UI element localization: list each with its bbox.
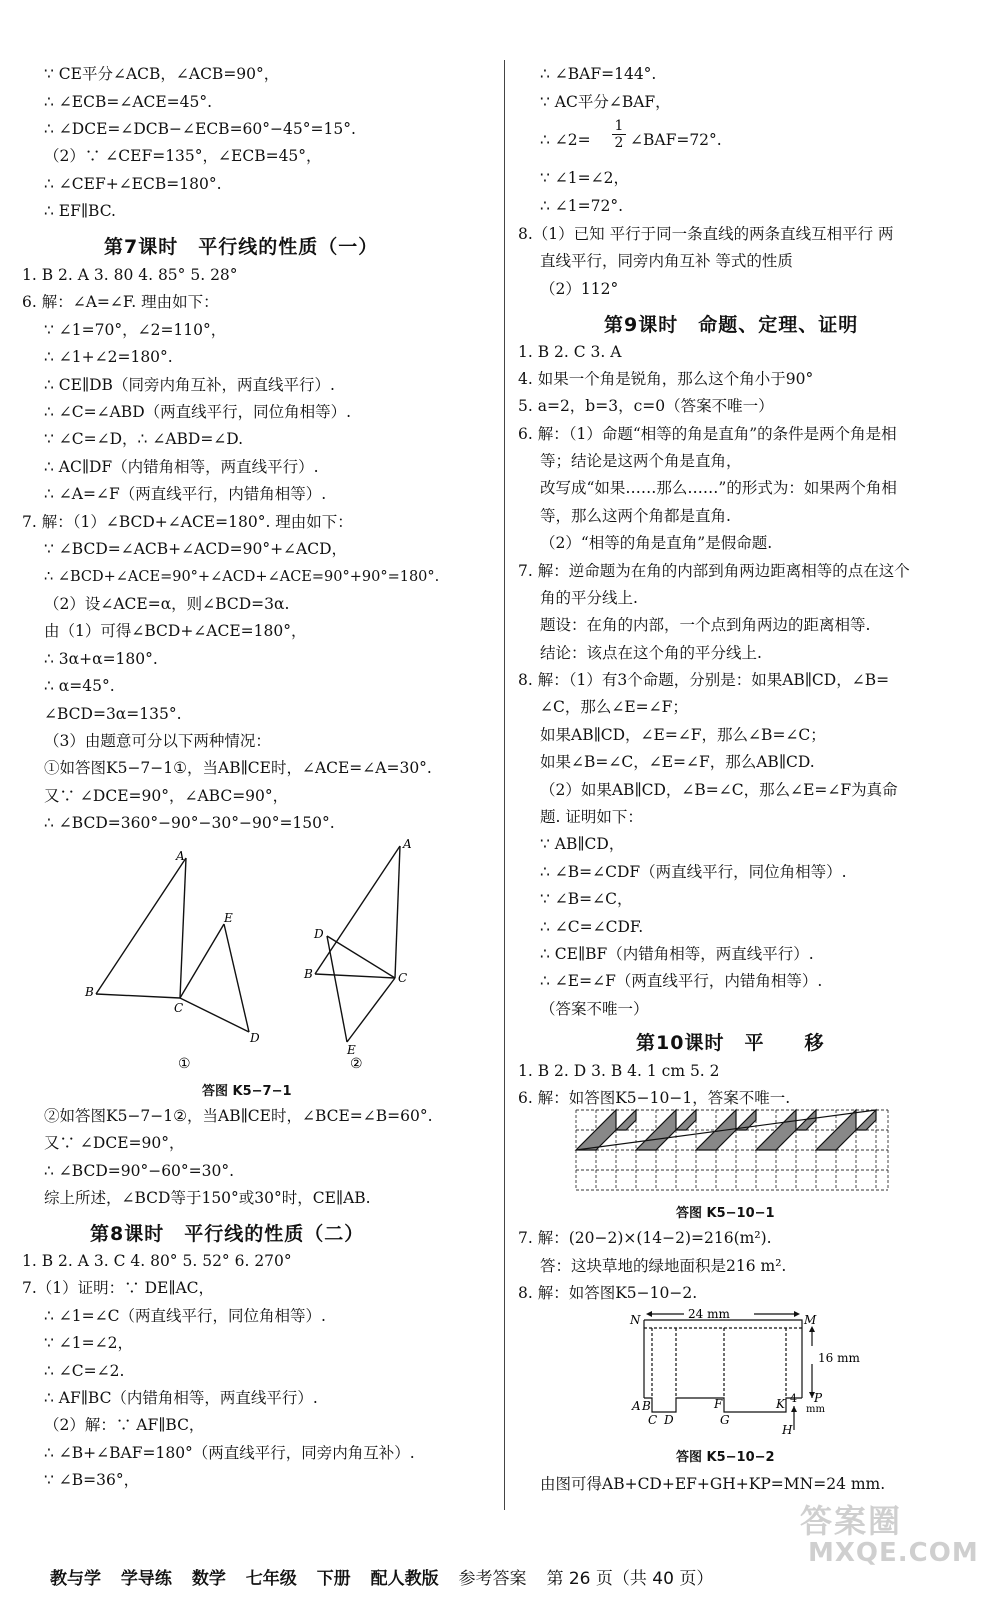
dim-small: 4 <box>790 1392 797 1405</box>
dim-small-unit: mm <box>806 1404 825 1415</box>
text-line: ∴ ∠BCD+∠ACE=90°+∠ACD+∠ACE=90°+90°=180°. <box>44 569 440 585</box>
label-C: C <box>174 1001 184 1015</box>
text-line: 又∵ ∠DCE=90°，∠ABC=90°， <box>44 787 289 805</box>
text-line: ∵ ∠B=36°， <box>44 1471 140 1489</box>
text-line: ∠C，那么∠E=∠F； <box>540 698 688 716</box>
text-line: 8. 解：（1）有3个命题，分别是：如果AB∥CD，∠B= <box>518 671 890 689</box>
text-line: （2）“相等的角是直角”是假命题. <box>540 534 773 552</box>
watermark: 答案圈 <box>800 1502 903 1540</box>
text-line: ∴ ∠B=∠CDF（两直线平行，同位角相等）. <box>540 863 847 881</box>
section-heading-9: 第9课时 命题、定理、证明 <box>604 314 859 336</box>
text-line: 1. B 2. D 3. B 4. 1 cm 5. 2 <box>518 1062 720 1080</box>
text-line: 7.（1）证明：∵ DE∥AC， <box>22 1279 215 1297</box>
sub-figure-1-label: ① <box>178 1056 191 1072</box>
column-divider <box>504 60 505 1510</box>
text-line: 7. 解：(20−2)×(14−2)=216(m²). <box>518 1229 772 1247</box>
section-heading-7: 第7课时 平行线的性质（一） <box>104 236 379 258</box>
text-line: ∴ ∠DCE=∠DCB−∠ECB=60°−45°=15°. <box>44 120 356 138</box>
label-G: G <box>720 1413 730 1427</box>
text-line: ∴ ∠ECB=∠ACE=45°. <box>44 93 213 111</box>
footer-item: 下册 <box>316 1569 351 1589</box>
text-line: 等；结论是这两个角是直角， <box>540 452 742 470</box>
label-A: A <box>403 838 412 851</box>
text-line: ∴ ∠BCD=360°−90°−30°−90°=150°. <box>44 814 335 832</box>
text-line: 等，那么这两个角都是直角. <box>540 507 731 525</box>
text-line: 直线平行，同旁内角互补 等式的性质 <box>540 252 793 270</box>
label-E: E <box>347 1043 356 1057</box>
footer-item: 教与学 <box>50 1569 101 1589</box>
text-line: 由（1）可得∠BCD+∠ACE=180°， <box>44 622 307 640</box>
text-line: 5. a=2，b=3，c=0（答案不唯一） <box>518 397 774 415</box>
text-line: ∴ ∠BCD=90°−60°=30°. <box>44 1162 235 1180</box>
label-N: N <box>630 1313 641 1327</box>
text-line: 角的平分线上. <box>540 589 638 607</box>
dim-height: 16 mm <box>818 1351 860 1365</box>
text-line: 8. 解：如答图K5−10−2. <box>518 1284 698 1302</box>
text-line: ∴ CE∥DB（同旁内角互补，两直线平行）. <box>44 376 335 394</box>
text-line: ∴ AC∥DF（内错角相等，两直线平行）. <box>44 458 319 476</box>
page-number: 第 26 页（共 40 页） <box>546 1569 714 1589</box>
figure-k5-10-1 <box>574 1108 892 1194</box>
text-line: ∴ ∠2= <box>540 131 591 149</box>
text-line: ∴ ∠CEF+∠ECB=180°. <box>44 175 222 193</box>
label-P: P <box>814 1391 823 1405</box>
text-line: 综上所述，∠BCD等于150°或30°时，CE∥AB. <box>44 1189 371 1207</box>
text-line: ∵ ∠1=70°，∠2=110°， <box>44 321 227 339</box>
figure-caption: 答图 K5−7−1 <box>202 1084 292 1099</box>
text-line: ∴ ∠1=∠C（两直线平行，同位角相等）. <box>44 1307 326 1325</box>
text-line: （3）由题意可分以下两种情况： <box>44 732 271 750</box>
text-line: 4. 如果一个角是锐角，那么这个角小于90° <box>518 370 814 388</box>
text-line: ∴ ∠BAF=144°. <box>540 65 657 83</box>
text-line: ∴ EF∥BC. <box>44 202 116 220</box>
figure-caption: 答图 K5−10−2 <box>676 1450 775 1465</box>
text-line: 题设：在角的内部，一个点到角两边的距离相等. <box>540 616 871 634</box>
text-line: 1. B 2. C 3. A <box>518 343 622 361</box>
text-line: ∴ ∠1+∠2=180°. <box>44 348 173 366</box>
label-D: D <box>250 1031 260 1045</box>
watermark: MXQE.COM <box>808 1538 979 1568</box>
text-line: ∴ ∠A=∠F（两直线平行，内错角相等）. <box>44 485 327 503</box>
footer-item: 学导练 <box>120 1569 172 1589</box>
text-line: ∵ ∠1=∠2， <box>540 169 629 187</box>
text-line: ∴ ∠C=∠2. <box>44 1362 125 1380</box>
text-line: ∵ ∠C=∠D，∴ ∠ABD=∠D. <box>44 430 244 448</box>
text-line: ∵ CE平分∠ACB，∠ACB=90°， <box>44 65 280 83</box>
text-line: （2）112° <box>540 280 619 298</box>
text-line: 1. B 2. A 3. C 4. 80° 5. 52° 6. 270° <box>22 1252 292 1270</box>
text-line: 答：这块草地的绿地面积是216 m². <box>540 1257 787 1275</box>
label-B: B <box>85 985 94 999</box>
section-heading-8: 第8课时 平行线的性质（二） <box>90 1223 365 1245</box>
label-A: A <box>632 1399 641 1413</box>
text-line: ∴ ∠B+∠BAF=180°（两直线平行，同旁内角互补）. <box>44 1444 415 1462</box>
label-H: H <box>782 1423 793 1436</box>
fraction-numerator: 1 <box>614 118 624 134</box>
footer-item: 数学 <box>191 1569 226 1589</box>
label-D: D <box>664 1413 674 1427</box>
label-C: C <box>648 1413 658 1427</box>
label-B: B <box>642 1399 651 1413</box>
text-line: ∴ CE∥BF（内错角相等，两直线平行）. <box>540 945 814 963</box>
text-line: ∠BAF=72°. <box>630 131 722 149</box>
label-M: M <box>804 1313 817 1327</box>
text-line: ∵ AB∥CD， <box>540 835 625 853</box>
dim-width: 24 mm <box>688 1307 730 1321</box>
text-line: ∴ ∠C=∠ABD（两直线平行，同位角相等）. <box>44 403 352 421</box>
label-E: E <box>224 911 233 925</box>
text-line: ∵ ∠BCD=∠ACB+∠ACD=90°+∠ACD， <box>44 540 348 558</box>
text-line: 结论：该点在这个角的平分线上. <box>540 644 762 662</box>
label-C: C <box>398 971 408 985</box>
text-line: 8.（1）已知 平行于同一条直线的两条直线互相平行 两 <box>518 225 894 243</box>
text-line: ∴ 3α+α=180°. <box>44 650 158 668</box>
text-line: 又∵ ∠DCE=90°， <box>44 1134 185 1152</box>
text-line: （2）设∠ACE=α，则∠BCD=3α. <box>44 595 290 613</box>
text-line: 如果∠B=∠C，∠E=∠F，那么AB∥CD. <box>540 753 815 771</box>
text-line: ①如答图K5−7−1①，当AB∥CE时，∠ACE=∠A=30°. <box>44 759 432 777</box>
figure-k5-7-1 <box>82 838 442 1083</box>
label-K: K <box>776 1397 785 1411</box>
text-line: ∠BCD=3α=135°. <box>44 705 182 723</box>
text-line: ∴ AF∥BC（内错角相等，两直线平行）. <box>44 1389 318 1407</box>
text-line: 6. 解：∠A=∠F. 理由如下： <box>22 293 219 311</box>
figure-caption: 答图 K5−10−1 <box>676 1206 775 1221</box>
text-line: 7. 解：（1）∠BCD+∠ACE=180°. 理由如下： <box>22 513 353 531</box>
text-line: （2）解：∵ AF∥BC， <box>44 1416 205 1434</box>
text-line: 如果AB∥CD，∠E=∠F，那么∠B=∠C； <box>540 726 826 744</box>
text-line: ∴ α=45°. <box>44 677 115 695</box>
text-line: ∴ ∠1=72°. <box>540 197 624 215</box>
text-line: ②如答图K5−7−1②，当AB∥CE时，∠BCE=∠B=60°. <box>44 1107 433 1125</box>
text-line: 由图可得AB+CD+EF+GH+KP=MN=24 mm. <box>540 1475 886 1493</box>
text-line: ∵ ∠1=∠2， <box>44 1334 133 1352</box>
sub-figure-2-label: ② <box>350 1056 363 1072</box>
footer-item: 七年级 <box>245 1569 297 1589</box>
label-B: B <box>304 967 313 981</box>
text-line: （2）如果AB∥CD，∠B=∠C，那么∠E=∠F为真命 <box>540 781 898 799</box>
footer-item: 配人教版 <box>370 1569 439 1589</box>
text-line: 1. B 2. A 3. 80 4. 85° 5. 28° <box>22 266 238 284</box>
page-footer <box>50 1564 970 1589</box>
text-line: 7. 解：逆命题为在角的内部到角两边距离相等的点在这个 <box>518 562 910 580</box>
text-line: （2）∵ ∠CEF=135°，∠ECB=45°， <box>44 147 322 165</box>
text-line: 6. 解：（1）命题“相等的角是直角”的条件是两个角是相 <box>518 425 897 443</box>
fraction-denominator: 2 <box>612 134 626 151</box>
label-D: D <box>314 927 324 941</box>
text-line: ∴ ∠E=∠F（两直线平行，内错角相等）. <box>540 972 823 990</box>
label-A: A <box>176 849 185 863</box>
text-line: （答案不唯一） <box>540 1000 649 1018</box>
text-line: 题. 证明如下： <box>540 808 643 826</box>
text-line: 6. 解：如答图K5−10−1，答案不唯一. <box>518 1089 791 1107</box>
text-line: ∴ ∠C=∠CDF. <box>540 918 644 936</box>
figure-k5-10-2 <box>624 1306 864 1436</box>
text-line: ∵ ∠B=∠C， <box>540 890 633 908</box>
text-line: 改写成“如果……那么……”的形式为：如果两个角相 <box>540 479 897 497</box>
text-line: ∵ AC平分∠BAF， <box>540 93 671 111</box>
label-F: F <box>714 1397 723 1411</box>
fraction <box>612 118 626 151</box>
section-heading-10: 第10课时 平 移 <box>636 1032 825 1054</box>
footer-item: 参考答案 <box>458 1569 527 1589</box>
